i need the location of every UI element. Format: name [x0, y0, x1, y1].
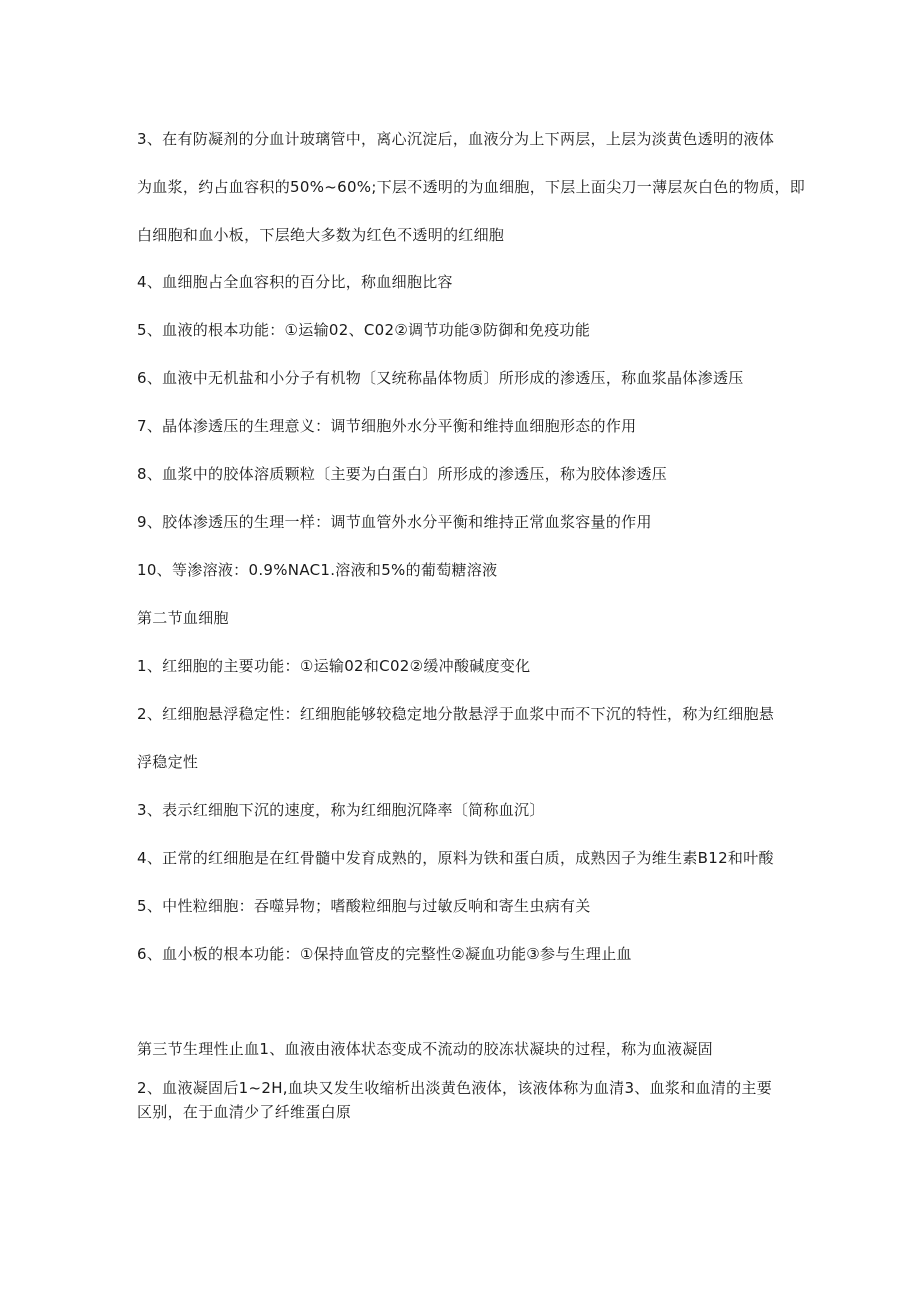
s3-paragraph-2: 2、血液凝固后1~2H,血块又发生收缩析出淡黄色液体，该液体称为血清3、血浆和血清的主要区别，在于血清少了纤维蛋白原 [137, 1079, 772, 1121]
s2-paragraph-3: 3、表示红细胞下沉的速度，称为红细胞沉降率〔简称血沉〕 [137, 801, 545, 819]
paragraph-6: 6、血液中无机盐和小分子有机物〔又统称晶体物质〕所形成的渗透压，称血浆晶体渗透压 [137, 369, 744, 387]
paragraph-5: 5、血液的根本功能：①运输02、C02②调节功能③防御和免疫功能 [137, 321, 591, 339]
section-heading-3-paragraph-1: 第三节生理性止血1、血液由液体状态变成不流动的胶冻状凝块的过程，称为血液凝固 [137, 1040, 713, 1058]
s2-paragraph-1: 1、红细胞的主要功能：①运输02和C02②缓冲酸碱度变化 [137, 657, 531, 675]
paragraph-3-line-1: 3、在有防凝剂的分血计玻璃管中，离心沉淀后，血液分为上下两层，上层为淡黄色透明的液体 [137, 130, 775, 148]
paragraph-3-line-2: 为血浆，约占血容积的50%~60%;下层不透明的为血细胞，下层上面尖刀一薄层灰白色的物质，即 [137, 178, 806, 196]
paragraph-7: 7、晶体渗透压的生理意义：调节细胞外水分平衡和维持血细胞形态的作用 [137, 417, 637, 435]
s2-paragraph-6: 6、血小板的根本功能：①保持血管皮的完整性②凝血功能③参与生理止血 [137, 945, 632, 963]
paragraph-4: 4、血细胞占全血容积的百分比，称血细胞比容 [137, 273, 453, 291]
s2-paragraph-5: 5、中性粒细胞：吞噬异物；嗜酸粒细胞与过敏反响和寄生虫病有关 [137, 897, 591, 915]
paragraph-9: 9、胶体渗透压的生理一样：调节血管外水分平衡和维持正常血浆容量的作用 [137, 513, 652, 531]
s2-paragraph-2-line-1: 2、红细胞悬浮稳定性：红细胞能够较稳定地分散悬浮于血浆中而不下沉的特性，称为红细胞悬 [137, 705, 775, 723]
s2-paragraph-4: 4、正常的红细胞是在红骨髓中发育成熟的，原料为铁和蛋白质，成熟因子为维生素B12和叶酸 [137, 849, 774, 867]
paragraph-3-line-3: 白细胞和血小板，下层绝大多数为红色不透明的红细胞 [137, 226, 505, 244]
s2-paragraph-2-line-2: 浮稳定性 [137, 753, 199, 771]
paragraph-8: 8、血浆中的胶体溶质颗粒〔主要为白蛋白〕所形成的渗透压，称为胶体渗透压 [137, 465, 668, 483]
paragraph-10: 10、等渗溶液：0.9%NAC1.溶液和5%的葡萄糖溶液 [137, 561, 498, 579]
section-heading-2: 第二节血细胞 [137, 609, 229, 627]
